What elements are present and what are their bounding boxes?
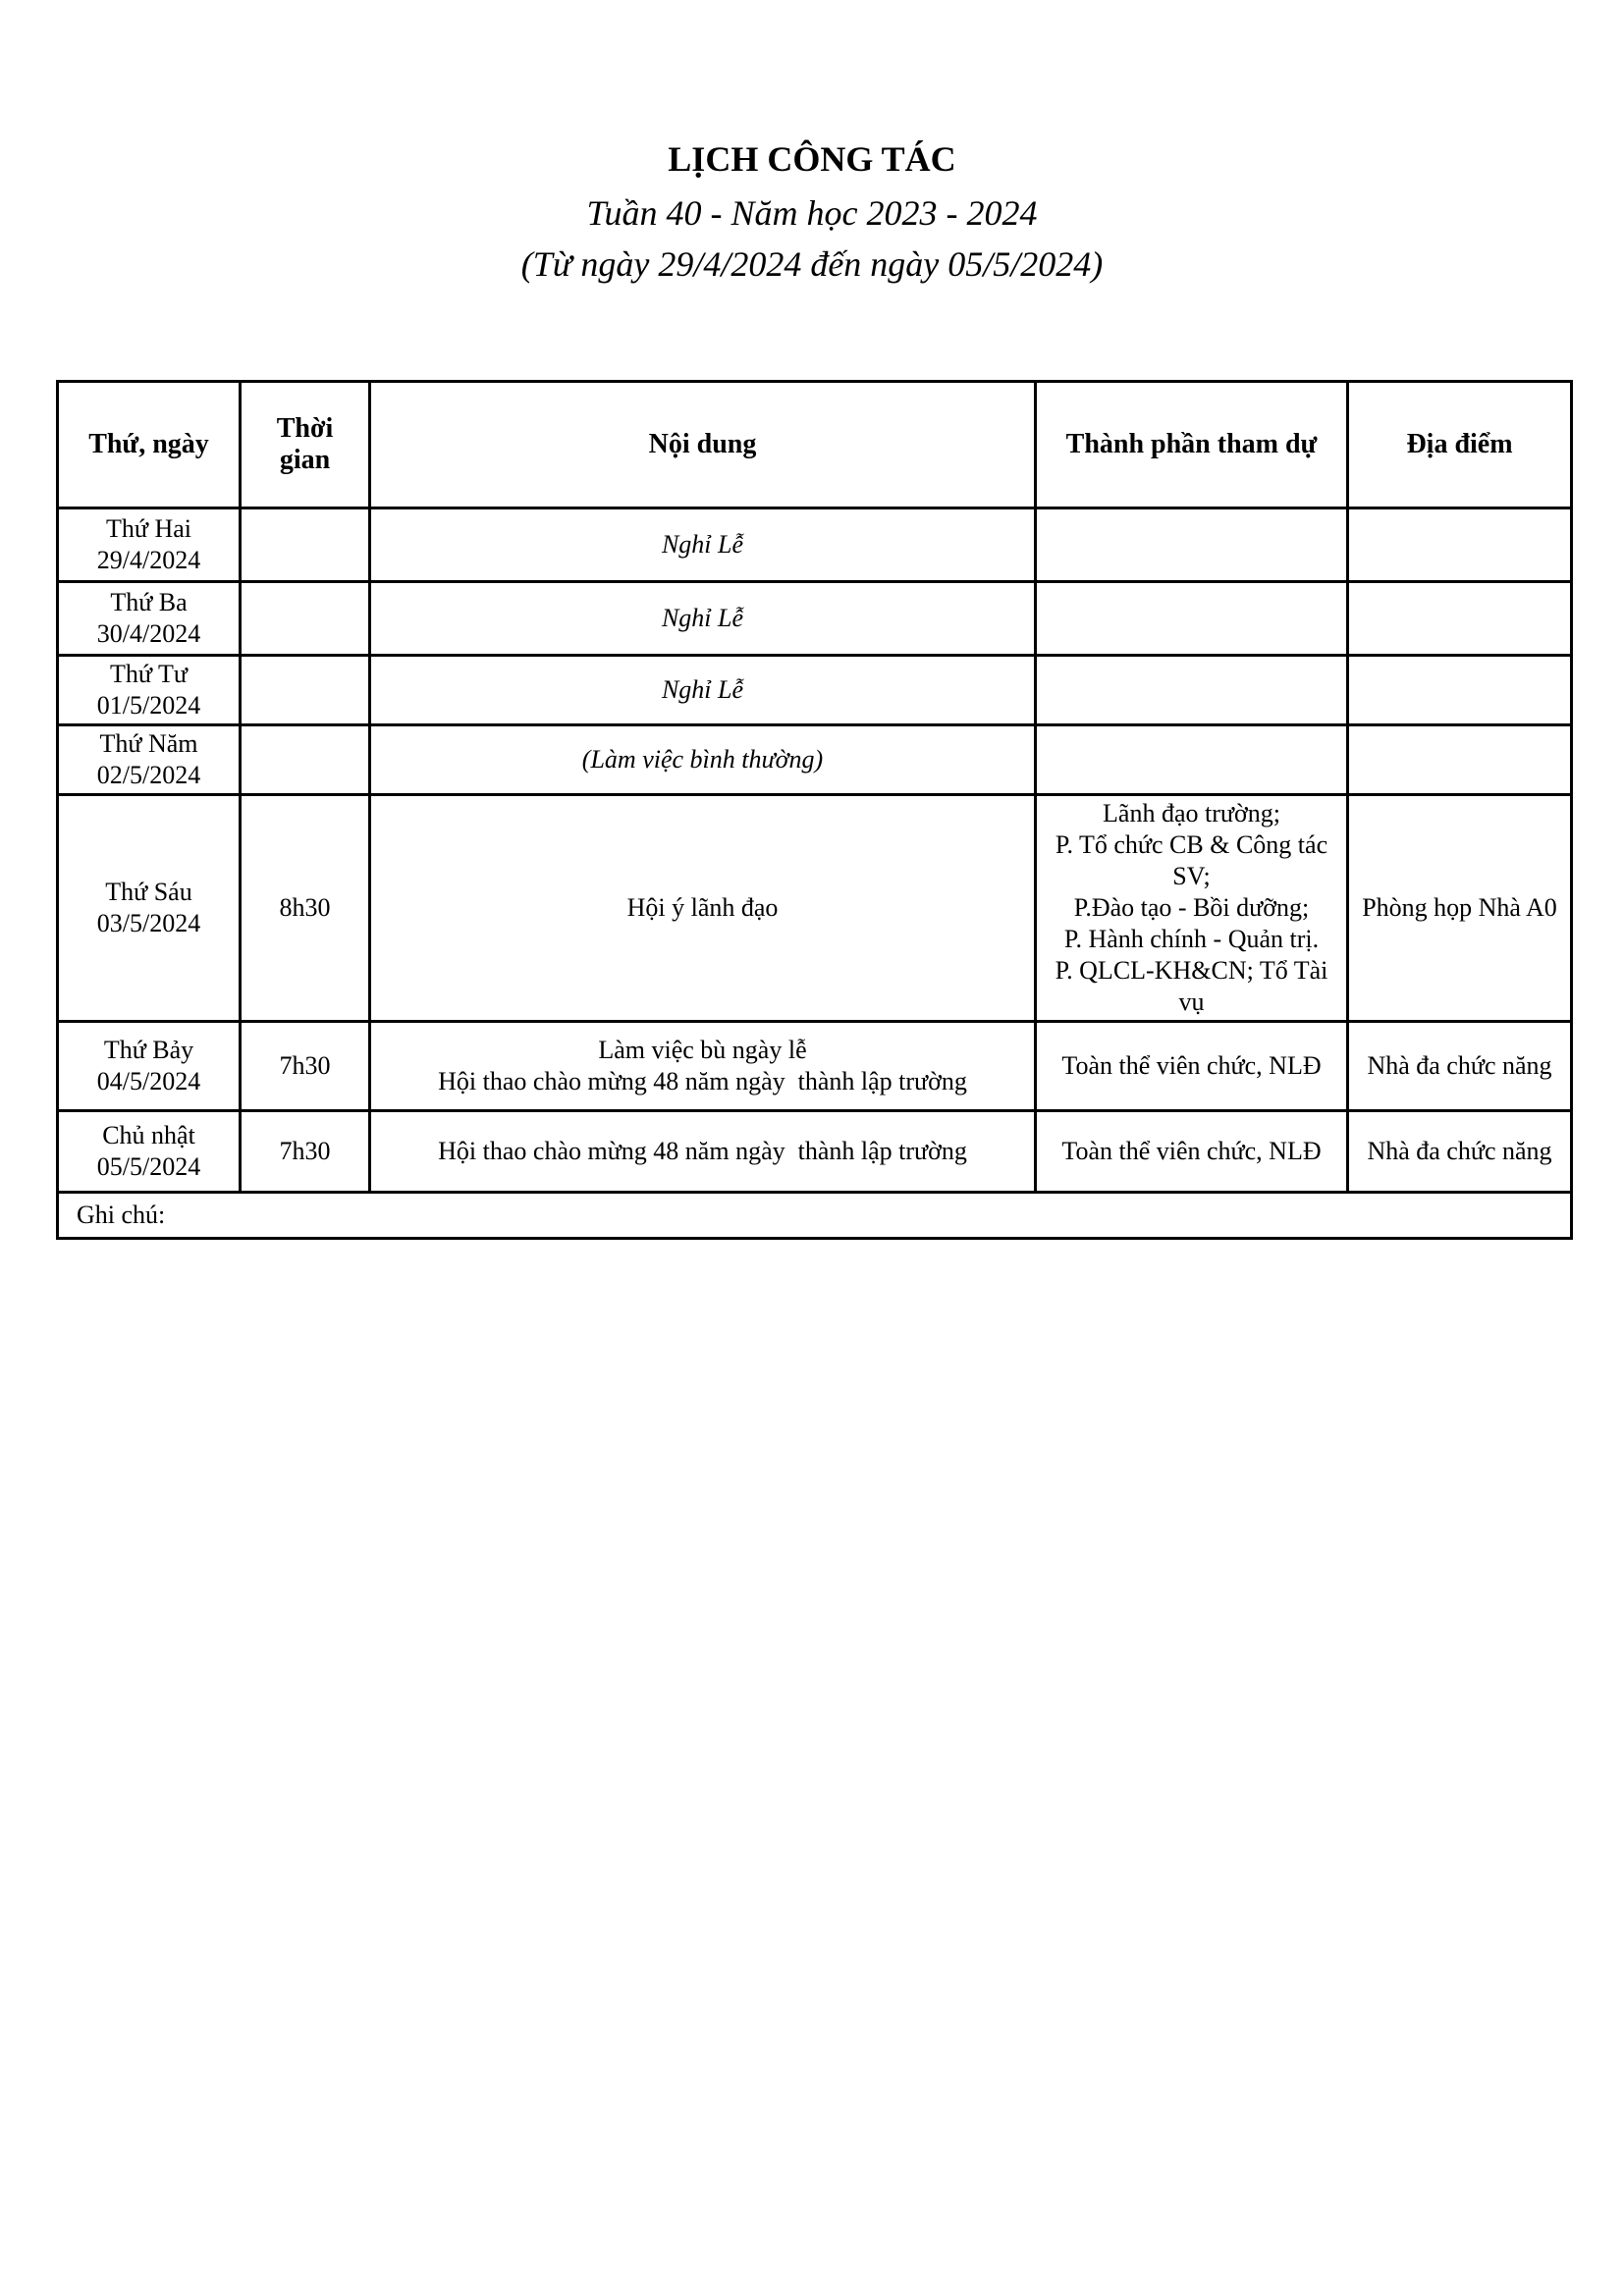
day-cell bbox=[58, 795, 241, 1022]
time-cell: 8h30 bbox=[241, 795, 370, 1022]
content-cell: Hội thao chào mừng 48 năm ngày thành lập trường bbox=[370, 1111, 1036, 1193]
content-cell: Nghỉ Lễ bbox=[370, 582, 1036, 656]
day-name: Thứ Bảy bbox=[103, 1036, 194, 1064]
day-date: 02/5/2024 bbox=[96, 761, 201, 789]
table-row bbox=[58, 508, 1572, 582]
time-cell bbox=[241, 725, 370, 795]
content-cell: (Làm việc bình thường) bbox=[370, 725, 1036, 795]
day-cell bbox=[58, 656, 241, 725]
document-header bbox=[0, 137, 1624, 289]
col-header-location: Địa điểm bbox=[1348, 382, 1572, 508]
day-date: 05/5/2024 bbox=[96, 1152, 201, 1181]
col-header-content: Nội dung bbox=[370, 382, 1036, 508]
schedule-table bbox=[56, 380, 1573, 1240]
table-row bbox=[58, 1111, 1572, 1193]
table-row bbox=[58, 795, 1572, 1022]
table-row bbox=[58, 582, 1572, 656]
note-label: Ghi chú: bbox=[58, 1193, 1572, 1239]
time-cell: 7h30 bbox=[241, 1022, 370, 1111]
time-cell: 7h30 bbox=[241, 1111, 370, 1193]
participant-line: Lãnh đạo trường; bbox=[1103, 799, 1280, 828]
time-cell bbox=[241, 582, 370, 656]
location-cell: Nhà đa chức năng bbox=[1348, 1022, 1572, 1111]
day-name: Chủ nhật bbox=[102, 1121, 195, 1149]
participants-cell: Toàn thể viên chức, NLĐ bbox=[1036, 1022, 1348, 1111]
location-cell bbox=[1348, 582, 1572, 656]
col-header-time-label: Thời gian bbox=[276, 413, 334, 475]
day-cell bbox=[58, 508, 241, 582]
participant-line: P.Đào tạo - Bồi dưỡng; bbox=[1073, 893, 1310, 922]
content-line: Làm việc bù ngày lễ bbox=[598, 1036, 807, 1064]
day-name: Thứ Sáu bbox=[105, 878, 192, 906]
participant-line: P. Tổ chức CB & Công tác SV; bbox=[1055, 830, 1328, 890]
location-cell bbox=[1348, 725, 1572, 795]
day-date: 29/4/2024 bbox=[96, 546, 201, 574]
content-cell: Nghỉ Lễ bbox=[370, 656, 1036, 725]
document-title: LỊCH CÔNG TÁC bbox=[668, 139, 956, 179]
table-row bbox=[58, 1022, 1572, 1111]
day-name: Thứ Tư bbox=[110, 660, 188, 688]
table-header-row bbox=[58, 382, 1572, 508]
content-cell bbox=[370, 1022, 1036, 1111]
location-cell: Nhà đa chức năng bbox=[1348, 1111, 1572, 1193]
col-header-time bbox=[241, 382, 370, 508]
location-cell bbox=[1348, 656, 1572, 725]
participant-line: P. Hành chính - Quản trị. bbox=[1063, 925, 1320, 953]
content-line: Hội thao chào mừng 48 năm ngày thành lập trường bbox=[438, 1067, 967, 1095]
participants-cell bbox=[1036, 725, 1348, 795]
time-cell bbox=[241, 508, 370, 582]
participant-line: P. QLCL-KH&CN; Tổ Tài vụ bbox=[1055, 956, 1328, 1016]
week-subtitle: Tuần 40 - Năm học 2023 - 2024 bbox=[586, 193, 1038, 233]
day-cell bbox=[58, 1022, 241, 1111]
date-range: (Từ ngày 29/4/2024 đến ngày 05/5/2024) bbox=[520, 244, 1104, 284]
note-row bbox=[58, 1193, 1572, 1239]
participants-cell bbox=[1036, 656, 1348, 725]
content-cell: Nghỉ Lễ bbox=[370, 508, 1036, 582]
day-cell bbox=[58, 1111, 241, 1193]
col-header-participants: Thành phần tham dự bbox=[1036, 382, 1348, 508]
day-date: 04/5/2024 bbox=[96, 1067, 201, 1095]
participants-cell bbox=[1036, 795, 1348, 1022]
day-date: 30/4/2024 bbox=[96, 619, 201, 648]
location-cell: Phòng họp Nhà A0 bbox=[1348, 795, 1572, 1022]
day-cell bbox=[58, 725, 241, 795]
day-name: Thứ Năm bbox=[99, 729, 198, 758]
participants-cell bbox=[1036, 508, 1348, 582]
table-row bbox=[58, 656, 1572, 725]
day-name: Thứ Ba bbox=[110, 588, 188, 616]
col-header-day: Thứ, ngày bbox=[58, 382, 241, 508]
day-name: Thứ Hai bbox=[105, 514, 191, 543]
time-cell bbox=[241, 656, 370, 725]
day-date: 01/5/2024 bbox=[96, 691, 201, 720]
day-date: 03/5/2024 bbox=[96, 909, 201, 937]
participants-cell bbox=[1036, 582, 1348, 656]
content-cell: Hội ý lãnh đạo bbox=[370, 795, 1036, 1022]
participants-cell: Toàn thể viên chức, NLĐ bbox=[1036, 1111, 1348, 1193]
day-cell bbox=[58, 582, 241, 656]
table-row bbox=[58, 725, 1572, 795]
location-cell bbox=[1348, 508, 1572, 582]
